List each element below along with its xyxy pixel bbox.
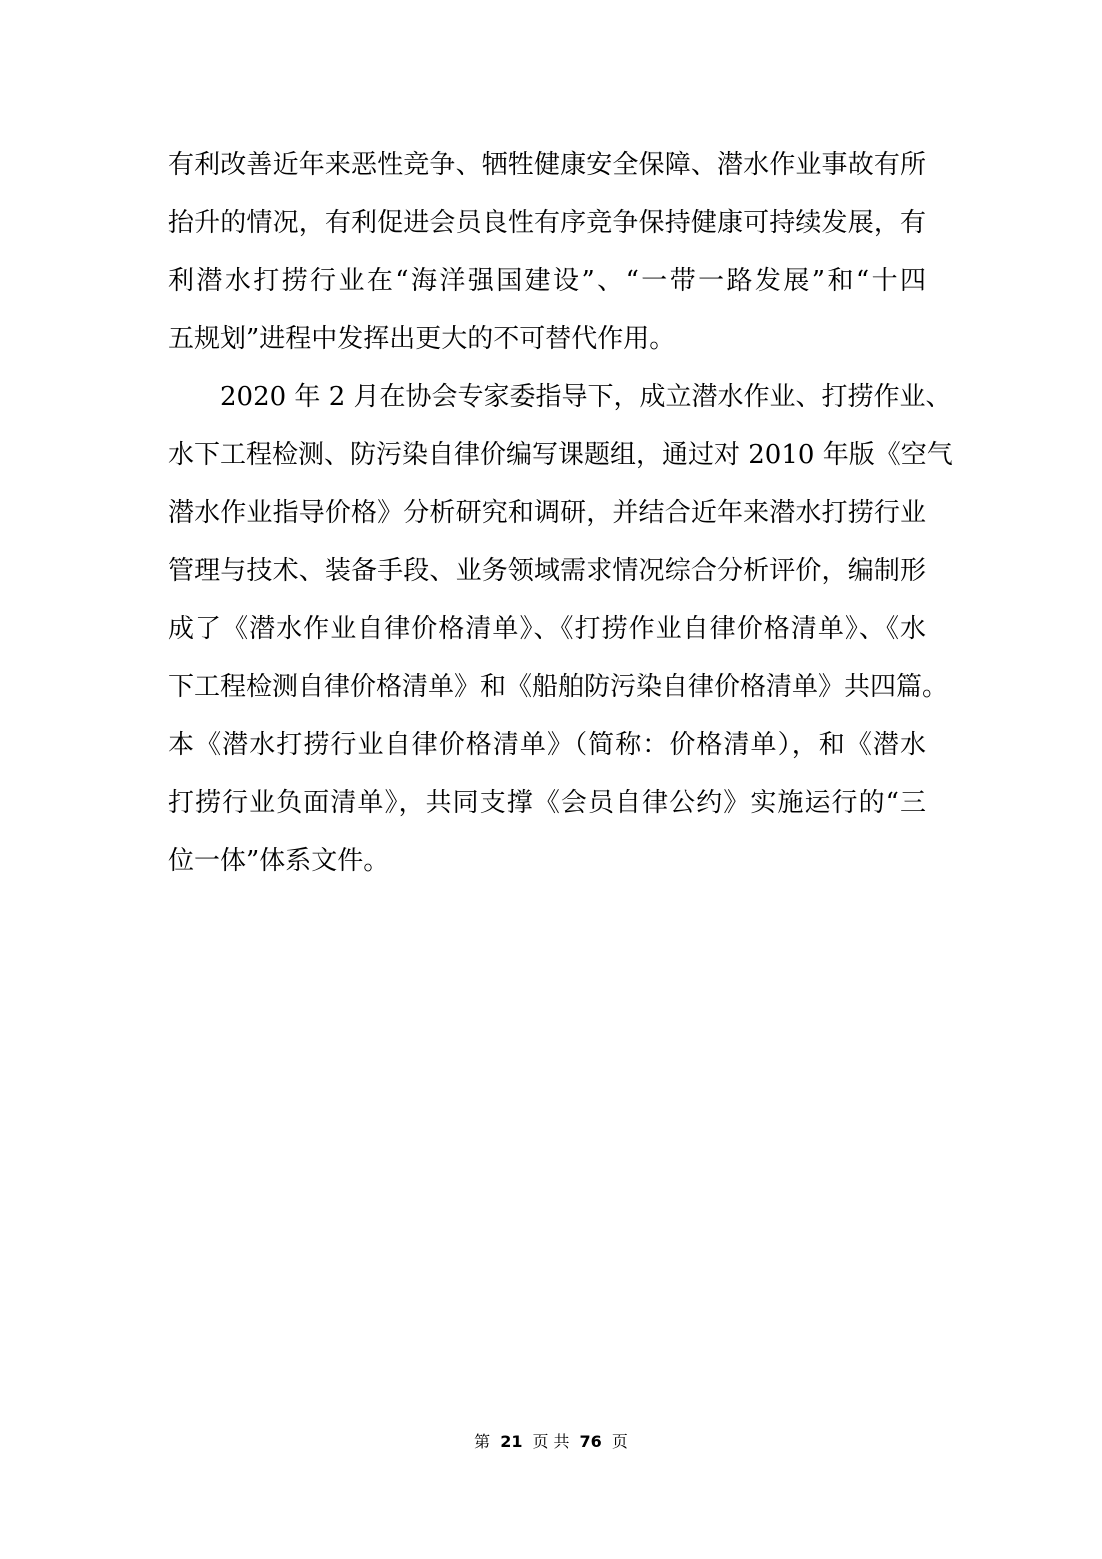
- paragraph-line: 打捞行业负面清单》，共同支撑《会员自律公约》实施运行的“三: [168, 788, 926, 818]
- paragraph-2: [168, 368, 953, 890]
- paragraph-line: 下工程检测自律价格清单》和《船舶防污染自律价格清单》共四篇。: [168, 672, 949, 702]
- paragraph-line: 五规划”进程中发挥出更大的不可替代作用。: [168, 324, 676, 354]
- page-suffix: 页: [611, 1432, 628, 1451]
- paragraph-line: 2020 年 2 月在协会专家委指导下，成立潜水作业、打捞作业、: [220, 382, 952, 412]
- paragraph-line: 成了《潜水作业自律价格清单》、《打捞作业自律价格清单》、《水: [168, 614, 926, 644]
- paragraph-line: 水下工程检测、防污染自律价编写课题组，通过对 2010 年版《空气: [168, 440, 953, 470]
- total-page-number: 76: [579, 1432, 602, 1451]
- paragraph-line: 有利改善近年来恶性竞争、牺牲健康安全保障、潜水作业事故有所: [168, 150, 926, 180]
- paragraph-line: 位一体”体系文件。: [168, 846, 390, 876]
- paragraph-line: 管理与技术、装备手段、业务领域需求情况综合分析评价，编制形: [168, 556, 926, 586]
- paragraph-line: 本《潜水打捞行业自律价格清单》（简称：价格清单），和《潜水: [168, 730, 926, 760]
- page-prefix: 第: [474, 1432, 491, 1451]
- paragraph-1: [168, 136, 926, 368]
- paragraph-line: 抬升的情况，有利促进会员良性有序竞争保持健康可持续发展，有: [168, 208, 926, 238]
- paragraph-line: 利潜水打捞行业在“海洋强国建设”、“一带一路发展”和“十四: [168, 266, 926, 296]
- page-middle: 页 共: [532, 1432, 570, 1451]
- paragraph-line: 潜水作业指导价格》分析研究和调研，并结合近年来潜水打捞行业: [168, 498, 926, 528]
- page-footer: [0, 1430, 1102, 1454]
- body-text: [168, 136, 953, 890]
- current-page-number: 21: [500, 1432, 523, 1451]
